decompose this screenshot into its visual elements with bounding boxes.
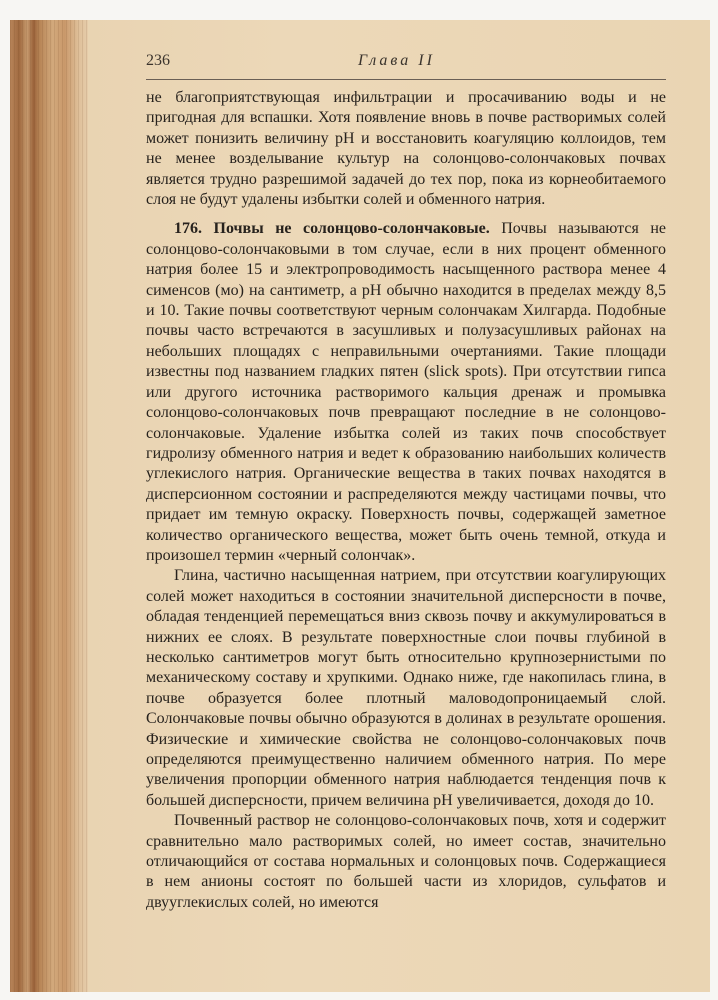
header-rule — [146, 79, 666, 80]
section-heading: 176. Почвы не солонцово-солончаковые. — [174, 220, 490, 238]
paragraph-text: Почвы называются не солонцово-солончаковыми в том случае, если в них процент обменного натрия более 15 и электропроводимость насыщенного раствора менее 4 сименсов (мо) на сантиметр, а pH обычно находится в пределах между 8,5 и 10. Такие почвы соответствуют черным солончакам Хилгарда. Подобные почвы часто встречаются в засушливых и полузасушливых районах на небольших площадях с неправильными очертаниями. Такие площади известны под названием гладких пятен (slick spots). При отсутствии гипса или другого источника растворимого кальция дренаж и промывка солонцово-солончаковых почв превращают последние в не солонцово-солончаковые. Удаление избытка солей из таких почв способствует гидролизу обменного натрия и ведет к образованию наибольших количеств углекислого натрия. Органические вещества в таких почвах находятся в дисперсионном состоянии и распределяются между частицами почвы, что придает им темную окраску. Поверхность почвы, содержащей заметное количество органического вещества, может быть очень темной, откуда и произошел термин «черный солончак». — [146, 220, 666, 564]
body-text — [146, 88, 666, 913]
paragraph-gap — [146, 210, 666, 219]
paragraph — [146, 811, 666, 913]
paragraph — [146, 566, 666, 811]
paragraph-text: Почвенный раствор не солонцово-солончаковых почв, хотя и содержит сравнительно мало растворимых солей, но имеет состав, значительно отличающийся от состава нормальных и солонцовых почв. Содержащиеся в нем анионы состоят по большей части из хлоридов, сульфатов и двууглекислых солей, но имеются — [146, 812, 666, 911]
paragraph — [146, 219, 666, 566]
paragraph-text: не благоприятствующая инфильтрации и просачиванию воды и не пригодная для вспашки. Хотя появление вновь в почве растворимых солей может понизить величину pH и восстановить коагуляцию коллоидов, тем не менее возделывание культур на солонцово-солончаковых почвах является трудно разрешимой задачей до тех пор, пока из корнеобитаемого слоя не будут удалены избытки солей и обменного натрия. — [146, 89, 666, 209]
chapter-title: Глава II — [358, 52, 435, 69]
book-spine — [10, 20, 88, 992]
page-number: 236 — [146, 52, 170, 69]
page-header — [146, 52, 666, 76]
paragraph — [146, 88, 666, 210]
paragraph-text: Глина, частично насыщенная натрием, при отсутствии коагулирующих солей может находиться в состоянии значительной дисперсности в почве, обладая тенденцией перемещаться вниз сквозь почву и аккумулироваться в нижних ее слоях. В результате поверхностные слои почвы глубиной в несколько сантиметров могут быть относительно крупнозернистыми по механическому составу и хрупкими. Однако ниже, где накопилась глина, в почве образуется более плотный маловодопроницаемый слой. Солончаковые почвы обычно образуются в долинах в результате орошения. Физические и химические свойства не солонцово-солончаковых почв определяются преимущественно наличием обменного натрия. По мере увеличения пропорции обменного натрия наблюдается тенденция почв к большей дисперсности, причем величина pH увеличивается, доходя до 10. — [146, 567, 666, 809]
